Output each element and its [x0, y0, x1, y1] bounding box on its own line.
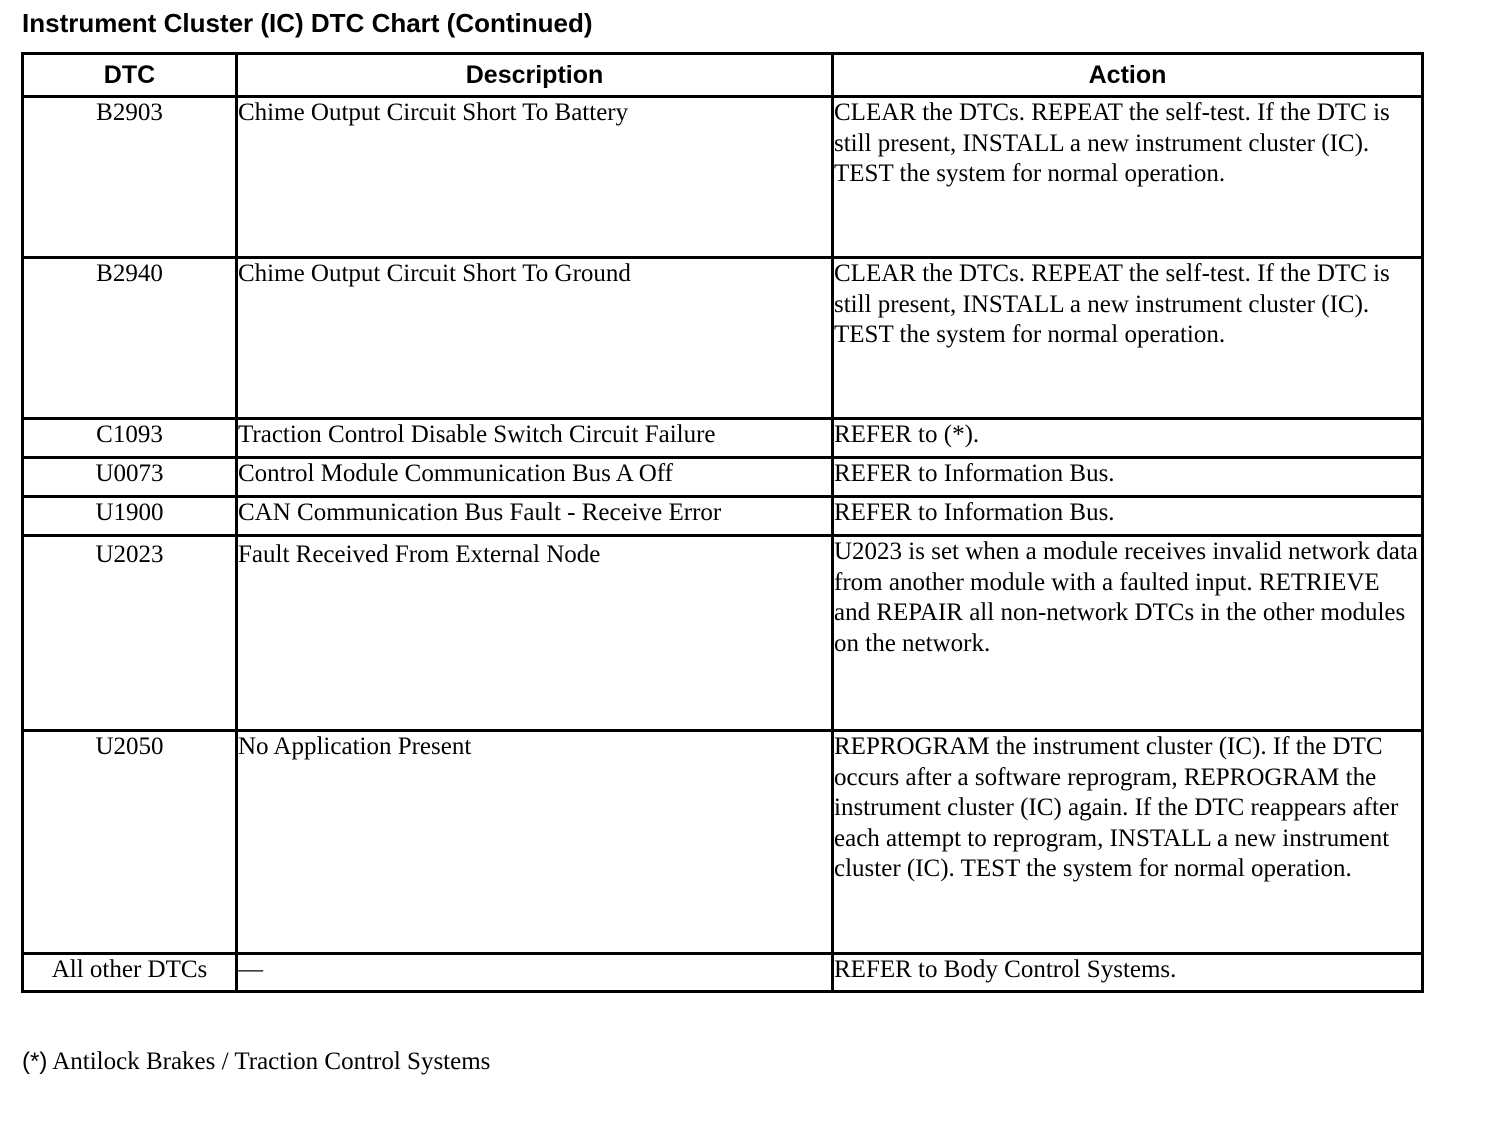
dtc-table [21, 52, 1424, 993]
dtc-code-cell: U2023 [23, 536, 237, 731]
action-cell: U2023 is set when a module receives invalid network data from another module with a faulted input. RETRIEVE and REPAIR all non-network DTCs in the other modules on the network. [833, 536, 1423, 731]
dtc-code-cell: U2050 [23, 731, 237, 954]
action-cell: CLEAR the DTCs. REPEAT the self-test. If the DTC is still present, INSTALL a new instrument cluster (IC). TEST the system for normal operation. [833, 258, 1423, 419]
dtc-code-cell: U0073 [23, 458, 237, 497]
action-cell: REFER to (*). [833, 419, 1423, 458]
dtc-code-cell: U1900 [23, 497, 237, 536]
footnote-text: Antilock Brakes / Traction Control Systems [52, 1048, 491, 1075]
table-row [23, 97, 1423, 258]
table-row [23, 497, 1423, 536]
table-row [23, 419, 1423, 458]
table-row [23, 731, 1423, 954]
action-cell: REPROGRAM the instrument cluster (IC). If the DTC occurs after a software reprogram, REPROGRAM the instrument cluster (IC) again. If the DTC reappears after each attempt to reprogram, INSTALL a new instrument cluster (IC). TEST the system for normal operation. [833, 731, 1423, 954]
description-cell: Chime Output Circuit Short To Battery [237, 97, 833, 258]
description-cell: Chime Output Circuit Short To Ground [237, 258, 833, 419]
dtc-code-cell: All other DTCs [23, 954, 237, 992]
description-cell: — [237, 954, 833, 992]
table-header-row [23, 54, 1423, 97]
description-cell: Control Module Communication Bus A Off [237, 458, 833, 497]
table-row [23, 536, 1423, 731]
table-row [23, 954, 1423, 992]
footnote [22, 1046, 490, 1078]
header-description: Description [237, 54, 833, 97]
action-cell: REFER to Information Bus. [833, 497, 1423, 536]
action-cell: REFER to Body Control Systems. [833, 954, 1423, 992]
table-row [23, 458, 1423, 497]
page-title: Instrument Cluster (IC) DTC Chart (Continued) [22, 8, 593, 38]
description-cell: Fault Received From External Node [237, 536, 833, 731]
description-cell: No Application Present [237, 731, 833, 954]
description-cell: CAN Communication Bus Fault - Receive Error [237, 497, 833, 536]
footnote-marker: (*) [22, 1048, 48, 1075]
dtc-code-cell: B2940 [23, 258, 237, 419]
header-dtc: DTC [23, 54, 237, 97]
table-row [23, 258, 1423, 419]
action-cell: CLEAR the DTCs. REPEAT the self-test. If the DTC is still present, INSTALL a new instrument cluster (IC). TEST the system for normal operation. [833, 97, 1423, 258]
dtc-code-cell: C1093 [23, 419, 237, 458]
header-action: Action [833, 54, 1423, 97]
action-cell: REFER to Information Bus. [833, 458, 1423, 497]
description-cell: Traction Control Disable Switch Circuit Failure [237, 419, 833, 458]
dtc-code-cell: B2903 [23, 97, 237, 258]
